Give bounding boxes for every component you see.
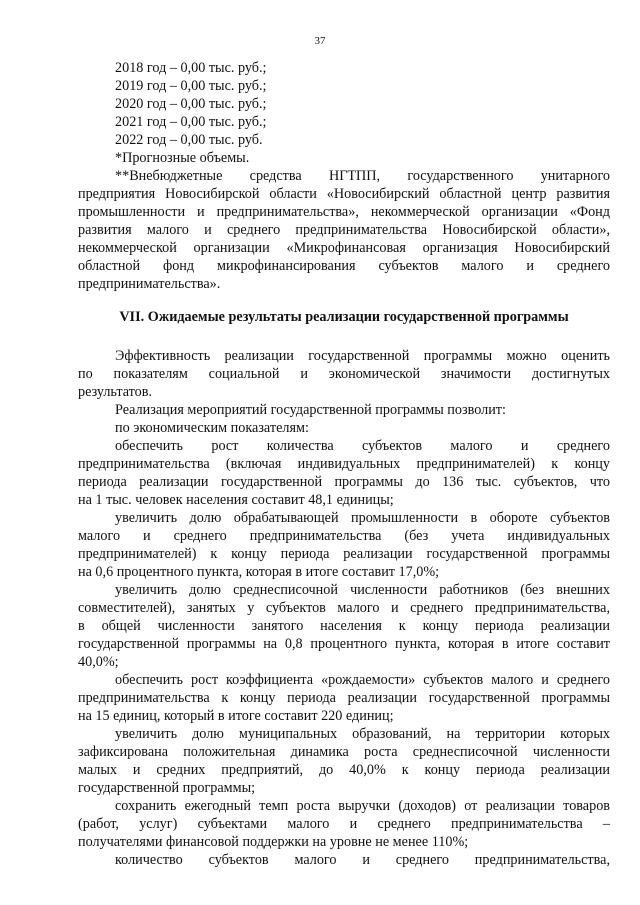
paragraph-line: **Внебюджетные средства НГТПП, государственного унитарного — [115, 168, 610, 184]
paragraph-line: предпринимательства». — [78, 276, 221, 292]
footnote-extrabudgetary — [78, 167, 610, 293]
footnote-forecast: *Прогнозные объемы. — [115, 150, 250, 166]
document-body — [78, 59, 610, 869]
paragraph-line: периода реализации государственной программы до 136 тыс. субъектов, что — [78, 474, 610, 490]
paragraph-economic-indicators: по экономическим показателям: — [115, 420, 309, 436]
paragraph-line: получателями финансовой поддержки на уровне не менее 110%; — [78, 834, 469, 850]
paragraph-line: государственной программы; — [78, 780, 256, 796]
paragraph-line: предпринимателей) к концу периода реализации государственной программы — [78, 546, 610, 562]
paragraph-line: на 0,6 процентного пункта, которая в итоге составит 17,0%; — [78, 564, 440, 580]
list-item — [78, 671, 610, 725]
paragraph-line: предприятия Новосибирской области «Новосибирский областной центр развития — [78, 186, 610, 202]
paragraph-line: увеличить долю среднесписочной численности работников (без внешних — [115, 582, 610, 598]
paragraph-line: некоммерческой организации «Микрофинансовая организация Новосибирский — [78, 240, 610, 256]
list-item — [78, 509, 610, 581]
funding-year-line: 2020 год – 0,00 тыс. руб.; — [115, 96, 267, 112]
paragraph-line: малого и среднего предпринимательства (без учета индивидуальных — [78, 528, 610, 544]
paragraph-line: предпринимательства (включая индивидуальных предпринимателей) к концу — [78, 456, 610, 472]
paragraph-line: Эффективность реализации государственной программы можно оценить — [115, 348, 610, 364]
paragraph-line: зафиксирована положительная динамика роста среднесписочной численности — [78, 744, 610, 760]
paragraph-line: обеспечить рост количества субъектов малого и среднего — [115, 438, 610, 454]
paragraph-line: предпринимательства к концу периода реализации государственной программы — [78, 690, 610, 706]
paragraph-line: в общей численности занятого населения к концу периода реализации — [78, 618, 610, 634]
funding-year-line: 2021 год – 0,00 тыс. руб.; — [115, 114, 267, 130]
paragraph-line: (работ, услуг) субъектами малого и среднего предпринимательства – — [78, 816, 610, 832]
paragraph-line: государственной программы на 0,8 процентного пункта, которая в итоге составит — [78, 636, 610, 652]
paragraph-line: сохранить ежегодный темп роста выручки (доходов) от реализации товаров — [115, 798, 610, 814]
list-item — [78, 851, 610, 869]
paragraph-line: промышленности и предпринимательства», некоммерческой организации «Фонд — [78, 204, 610, 220]
paragraph-line: увеличить долю обрабатывающей промышленности в обороте субъектов — [115, 510, 610, 526]
section-heading: VII. Ожидаемые результаты реализации государственной программы — [119, 309, 569, 325]
paragraph-line: развития малого и среднего предпринимательства Новосибирской области», — [78, 222, 610, 238]
paragraph-efficiency — [78, 347, 610, 401]
list-item — [78, 437, 610, 509]
paragraph-line: малых и средних предприятий, до 40,0% к концу периода реализации — [78, 762, 610, 778]
paragraph-line: увеличить долю муниципальных образований, на территории которых — [115, 726, 610, 742]
paragraph-line: на 1 тыс. человек населения составит 48,1 единицы; — [78, 492, 394, 508]
list-item — [78, 581, 610, 671]
funding-year-line: 2018 год – 0,00 тыс. руб.; — [115, 60, 267, 76]
paragraph-line: по показателям социальной и экономической значимости достигнутых — [78, 366, 610, 382]
paragraph-line: областной фонд микрофинансирования субъектов малого и среднего — [78, 258, 610, 274]
funding-years-list — [78, 59, 610, 149]
funding-year-line: 2022 год – 0,00 тыс. руб. — [115, 132, 263, 148]
paragraph-line: количество субъектов малого и среднего предпринимательства, — [115, 852, 610, 868]
list-item — [78, 725, 610, 797]
paragraph-line: 40,0%; — [78, 654, 119, 670]
paragraph-implementation: Реализация мероприятий государственной программы позволит: — [115, 402, 506, 418]
list-item — [78, 797, 610, 851]
paragraph-line: обеспечить рост коэффициента «рождаемости» субъектов малого и среднего — [115, 672, 610, 688]
paragraph-line: совместителей), занятых у субъектов малого и среднего предпринимательства, — [78, 600, 610, 616]
page-number: 37 — [314, 35, 326, 47]
funding-year-line: 2019 год – 0,00 тыс. руб.; — [115, 78, 267, 94]
paragraph-line: на 15 единиц, который в итоге составит 220 единиц; — [78, 708, 394, 724]
paragraph-line: результатов. — [78, 384, 153, 400]
